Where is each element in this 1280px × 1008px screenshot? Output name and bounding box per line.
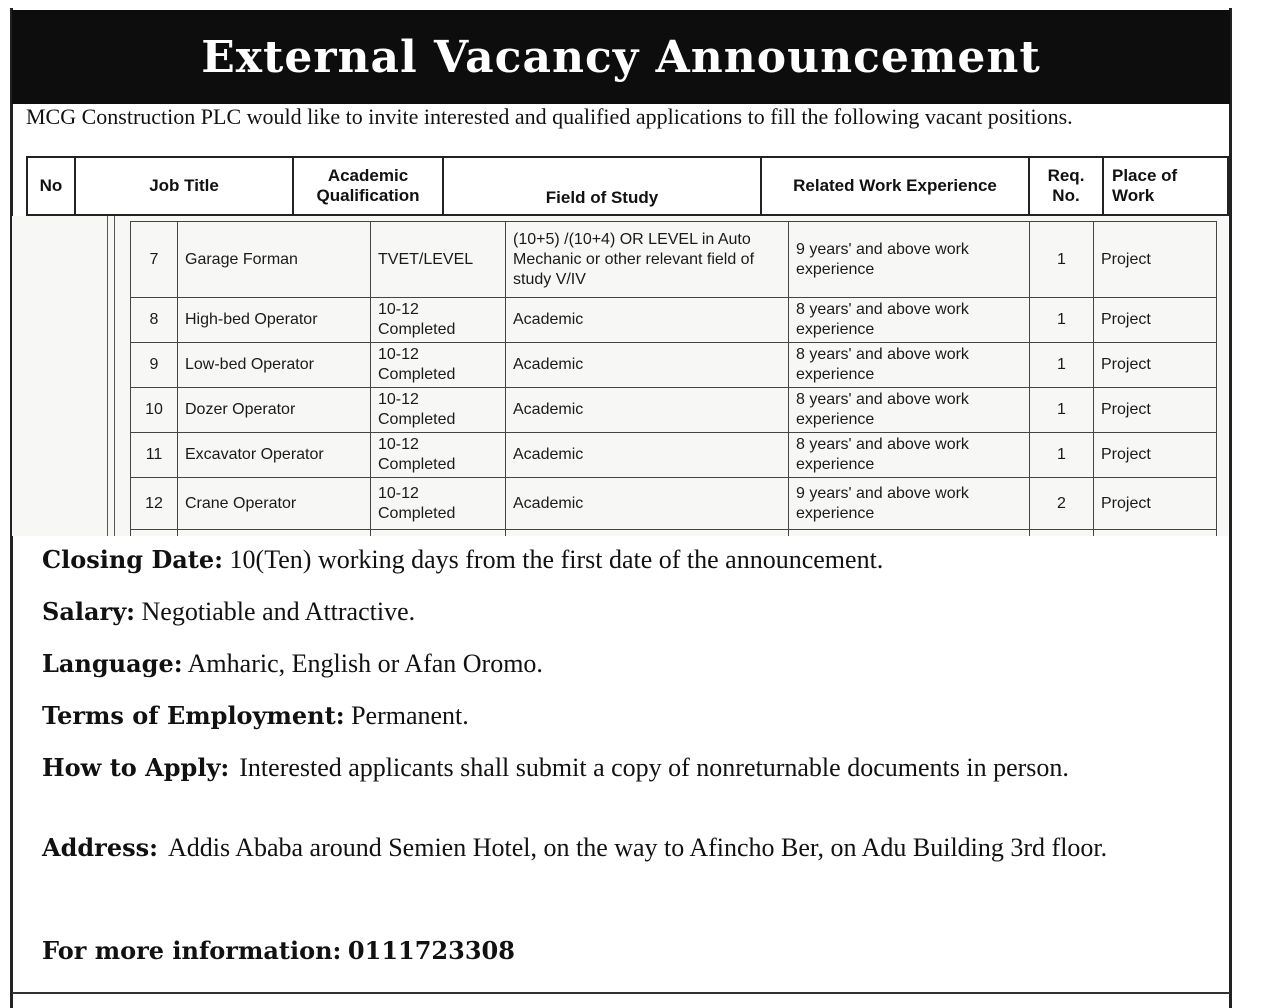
row-title: Low-bed Operator: [178, 343, 371, 388]
header-place: Place of Work: [1103, 157, 1228, 215]
row-field: Academic: [506, 433, 789, 478]
terms-value: Permanent.: [351, 701, 469, 730]
row-academic: 10-12 Completed: [371, 433, 506, 478]
closing-date-value: 10(Ten) working days from the first date of the announcement.: [229, 545, 884, 574]
header-no: No: [27, 157, 75, 215]
row-field: Academic: [506, 478, 789, 530]
row-place: Project: [1094, 222, 1217, 298]
row-experience: 8 years' and above work experience: [789, 298, 1030, 343]
row-experience: [789, 530, 1030, 537]
row-experience: 8 years' and above work experience: [789, 343, 1030, 388]
table-row: [131, 388, 1217, 433]
row-req: 1: [1030, 222, 1094, 298]
terms-label: Terms of Employment: [42, 701, 336, 730]
intro-paragraph: MCG Construction PLC would like to invite interested and qualified applications to fill the following vacant positions.: [26, 104, 1073, 129]
row-experience: 8 years' and above work experience: [789, 433, 1030, 478]
row-academic: [371, 530, 506, 537]
row-academic: TVET/LEVEL: [371, 222, 506, 298]
row-experience: 9 years' and above work experience: [789, 222, 1030, 298]
header-job-title: Job Title: [75, 157, 293, 215]
row-req: 2: [1030, 478, 1094, 530]
row-place: Project: [1094, 478, 1217, 530]
row-academic: 10-12 Completed: [371, 478, 506, 530]
row-field: [506, 530, 789, 537]
row-title: Crane Operator: [178, 478, 371, 530]
closing-date: Closing Date: 10(Ten) working days from the first date of the announcement.: [42, 545, 884, 574]
row-field: Academic: [506, 388, 789, 433]
row-title: Excavator Operator: [178, 433, 371, 478]
row-title: Garage Forman: [178, 222, 371, 298]
table-row: [131, 222, 1217, 298]
apply-value: Interested applicants shall submit a copy of nonreturnable documents in person.: [239, 753, 1069, 782]
row-no: 11: [131, 433, 178, 478]
header-academic: Academic Qualification: [293, 157, 443, 215]
row-no: [131, 530, 178, 537]
more-information: [42, 935, 1267, 966]
table-edge: [107, 216, 115, 536]
row-academic: 10-12 Completed: [371, 298, 506, 343]
row-field: Academic: [506, 298, 789, 343]
row-field: (10+5) /(10+4) OR LEVEL in Auto Mechanic or other relevant field of study V/IV: [506, 222, 789, 298]
address: Address: Addis Ababa around Semien Hotel, on the way to Afincho Ber, on Adu Building 3rd floor.: [42, 832, 1267, 863]
row-place: Project: [1094, 343, 1217, 388]
page-title: [12, 10, 1230, 104]
table-row: [131, 478, 1217, 530]
row-title: [178, 530, 371, 537]
language-value: Amharic, English or Afan Oromo.: [187, 649, 543, 678]
table-header: [26, 156, 1229, 216]
row-title: Dozer Operator: [178, 388, 371, 433]
row-no: 7: [131, 222, 178, 298]
table-row: [131, 343, 1217, 388]
bottom-divider: [12, 992, 1230, 994]
row-academic: 10-12 Completed: [371, 343, 506, 388]
apply-label: How to Apply: [42, 753, 221, 782]
info-phone: 0111723308: [347, 936, 515, 965]
header-field: Field of Study: [443, 157, 761, 215]
row-no: 9: [131, 343, 178, 388]
row-req: [1030, 530, 1094, 537]
row-place: [1094, 530, 1217, 537]
row-place: Project: [1094, 298, 1217, 343]
language: Language: Amharic, English or Afan Oromo.: [42, 649, 543, 678]
row-no: 8: [131, 298, 178, 343]
address-value: Addis Ababa around Semien Hotel, on the way to Afincho Ber, on Adu Building 3rd floor.: [167, 833, 1108, 862]
row-req: 1: [1030, 388, 1094, 433]
vacancy-table-photo: [12, 216, 1228, 536]
table-row: [131, 433, 1217, 478]
row-experience: 9 years' and above work experience: [789, 478, 1030, 530]
table-row: [131, 530, 1217, 537]
row-no: 12: [131, 478, 178, 530]
header-req: Req. No.: [1029, 157, 1103, 215]
row-req: 1: [1030, 343, 1094, 388]
row-field: Academic: [506, 343, 789, 388]
salary-label: Salary: [42, 597, 127, 626]
row-place: Project: [1094, 433, 1217, 478]
header-experience: Related Work Experience: [761, 157, 1029, 215]
closing-date-label: Closing Date: [42, 545, 215, 574]
row-place: Project: [1094, 388, 1217, 433]
address-label: Address: [42, 833, 150, 862]
vacancy-table: [130, 221, 1217, 536]
language-label: Language: [42, 649, 174, 678]
how-to-apply: How to Apply: Interested applicants shall submit a copy of nonreturnable documents in person.: [42, 752, 1222, 783]
page-title-text: External Vacancy Announcement: [201, 31, 1041, 83]
info-label: For more information:: [42, 936, 342, 965]
salary: Salary: Negotiable and Attractive.: [42, 597, 416, 626]
row-req: 1: [1030, 433, 1094, 478]
salary-value: Negotiable and Attractive.: [141, 597, 416, 626]
table-row: [131, 298, 1217, 343]
row-experience: 8 years' and above work experience: [789, 388, 1030, 433]
terms-of-employment: Terms of Employment: Permanent.: [42, 701, 469, 730]
row-no: 10: [131, 388, 178, 433]
row-req: 1: [1030, 298, 1094, 343]
row-academic: 10-12 Completed: [371, 388, 506, 433]
row-title: High-bed Operator: [178, 298, 371, 343]
